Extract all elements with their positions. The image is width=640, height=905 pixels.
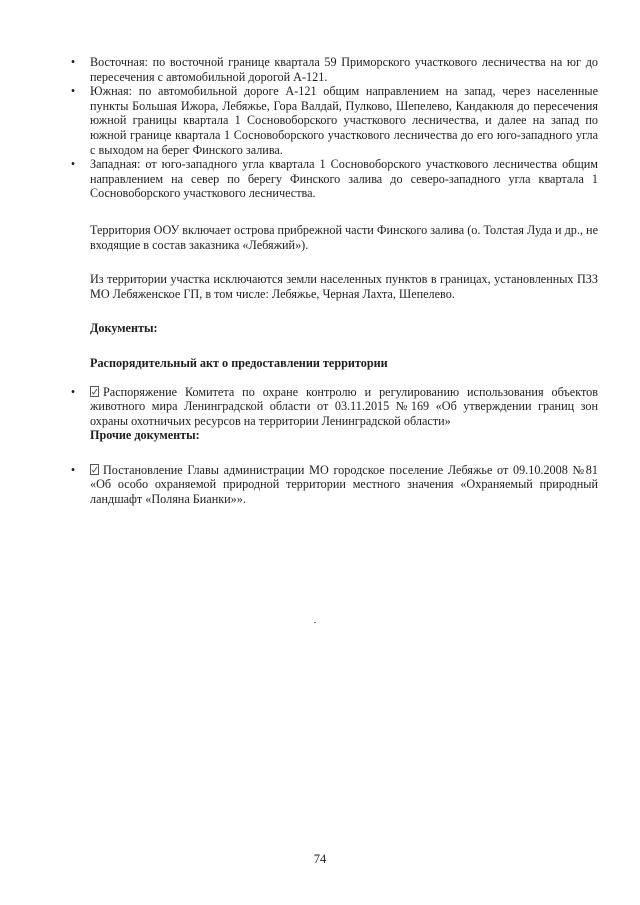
act-document-link[interactable]: Распоряжение Комитета по охране контролю и регулированию использования объектов животного мира Ленинградской области от 03.11.2015 №169 «Об утверждении границ зон охраны охотничьих ресурсов на территории Ленинградской области» xyxy=(90,384,598,428)
documents-heading: Документы: xyxy=(90,321,158,336)
bullet: • xyxy=(70,84,76,99)
bullet: • xyxy=(70,462,76,477)
list-item xyxy=(70,55,598,84)
border-west-text: Западная: от юго-западного угла квартала 1 Сосновоборского участкового лесничества общим направлением на север по берегу Финского залива до северо-западного угла квартала 1 Сосновоборского участкового лесничества. xyxy=(90,157,598,201)
bullet: • xyxy=(70,384,76,399)
border-south-text: Южная: по автомобильной дороге А-121 общим направлением на запад, через населенные пункты Большая Ижора, Лебяжье, Гора Валдай, Пулково, Шепелево, Кандакюля до пересечения южной границы квартала 1 Сосновоборского участкового лесничества, и далее на запад по южной границе квартала 1 Сосновоборского участкового лесничества до его юго-западного угла с выходом на берег Финского залива. xyxy=(90,84,598,157)
other-doc-list xyxy=(70,462,598,507)
list-item xyxy=(70,84,598,157)
page-number: 74 xyxy=(313,852,327,866)
territory-paragraph: Территория ООУ включает острова прибрежной части Финского залива (о. Толстая Луда и др., не входящие в состав заказника «Лебяжий»). xyxy=(90,222,598,252)
scan-speck xyxy=(314,622,316,623)
list-item xyxy=(70,157,598,201)
list-item xyxy=(70,462,598,507)
document-link-icon[interactable] xyxy=(90,386,99,397)
other-documents-heading: Прочие документы: xyxy=(90,428,200,443)
other-document-link[interactable]: Постановление Главы администрации МО городское поселение Лебяжье от 09.10.2008 №81 «Об особо охраняемой природной территории местного значения «Охраняемый природный ландшафт «Поляна Бианки»». xyxy=(90,462,598,507)
list-item xyxy=(70,384,598,429)
bullet: • xyxy=(70,55,76,69)
document-link-icon[interactable] xyxy=(90,464,99,475)
act-heading: Распорядительный акт о предоставлении территории xyxy=(90,355,388,370)
border-list xyxy=(70,55,598,201)
act-doc-list xyxy=(70,384,598,429)
bullet: • xyxy=(70,157,76,172)
exclusion-paragraph: Из территории участка исключаются земли населенных пунктов в границах, установленных ПЗЗ МО Лебяженское ГП, в том числе: Лебяжье, Черная Лахта, Шепелево. xyxy=(90,272,598,301)
page-content xyxy=(70,55,598,507)
border-east-text: Восточная: по восточной границе квартала 59 Приморского участкового лесничества на юг до пересечения с автомобильной дорогой А-121. xyxy=(90,55,598,84)
